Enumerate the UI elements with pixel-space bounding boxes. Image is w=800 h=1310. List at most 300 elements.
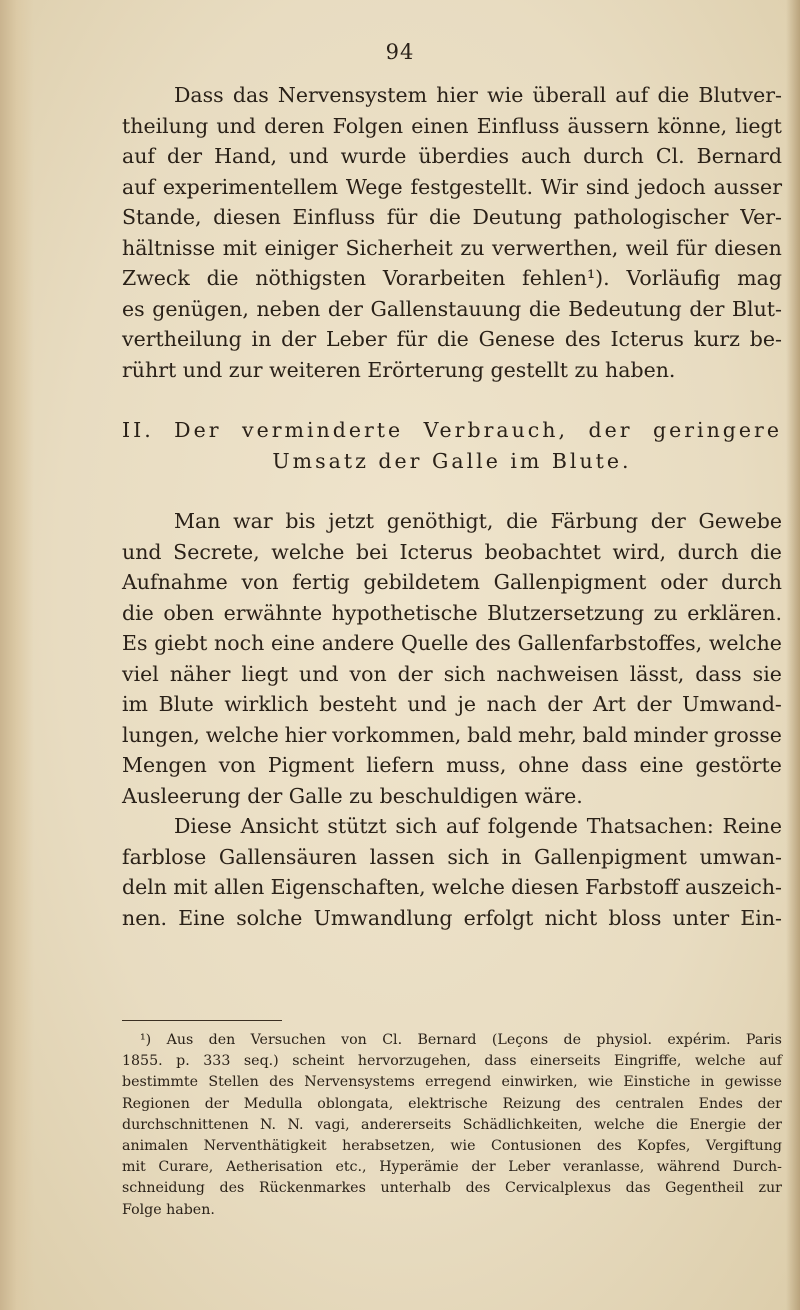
word: Leber xyxy=(325,327,387,351)
word: mit xyxy=(222,235,257,260)
word: allen xyxy=(213,875,265,899)
text-line xyxy=(122,202,782,233)
word: Ein- xyxy=(740,905,782,930)
word: näher xyxy=(169,661,231,686)
word: und xyxy=(122,539,162,564)
word: Vorarbeiten xyxy=(382,266,506,290)
word: fertig xyxy=(292,570,350,594)
word: Stande, xyxy=(122,205,202,229)
word: Mengen xyxy=(122,753,207,777)
word: muss, xyxy=(446,753,507,777)
word: animalen xyxy=(122,1138,189,1155)
word: elektrische xyxy=(408,1095,488,1112)
text-line xyxy=(122,141,782,172)
word: scheint xyxy=(292,1053,345,1070)
word: Einfluss xyxy=(476,113,560,138)
word: ¹) xyxy=(140,1032,152,1048)
footnote-line xyxy=(122,1157,782,1178)
text-line xyxy=(122,903,782,934)
heading-word: Der xyxy=(174,418,222,442)
word: oder xyxy=(660,570,708,594)
text-line xyxy=(122,294,782,325)
word: dass xyxy=(695,661,742,686)
footnote xyxy=(122,1030,782,1221)
word: einerseits xyxy=(530,1053,601,1070)
word: Schädlichkeiten, xyxy=(462,1116,583,1133)
word: grosse xyxy=(713,722,782,747)
word: des xyxy=(465,1180,491,1197)
word: Gewebe xyxy=(698,509,782,533)
word: Bernard xyxy=(696,144,782,168)
word: jetzt xyxy=(328,509,375,533)
heading-word: der xyxy=(588,418,633,442)
word: Bernard xyxy=(417,1032,477,1048)
word: nöthigsten xyxy=(255,266,367,290)
word: im xyxy=(122,692,148,716)
text-line xyxy=(122,506,782,537)
word: centralen xyxy=(615,1095,684,1112)
word: welche xyxy=(694,1053,746,1070)
word: lassen xyxy=(369,844,435,869)
word: Hyperämie xyxy=(379,1159,459,1176)
word: in xyxy=(700,1074,715,1091)
heading-word: II. xyxy=(122,418,154,442)
word: Dass xyxy=(174,83,224,107)
word: Paris xyxy=(745,1032,782,1048)
word: Nervensystem xyxy=(277,83,428,107)
footnote-line xyxy=(122,1136,782,1157)
word: auf xyxy=(445,814,479,838)
word: auf xyxy=(759,1053,782,1070)
text-line xyxy=(122,233,782,264)
text-line xyxy=(122,537,782,568)
word: die xyxy=(657,83,690,107)
word: Cervicalplexus xyxy=(505,1180,611,1197)
word: Farbstoff xyxy=(585,875,679,899)
word: Blut- xyxy=(731,296,782,321)
word: schneidung xyxy=(122,1180,205,1197)
word: für xyxy=(676,235,707,260)
word: Energie xyxy=(689,1116,747,1133)
word: durchschnittenen xyxy=(122,1116,249,1133)
word: Es xyxy=(122,631,148,655)
word: Ansicht xyxy=(240,814,319,838)
word: und xyxy=(289,144,329,168)
page-edge-shadow xyxy=(786,0,800,1310)
word: Aufnahme xyxy=(122,570,228,594)
word: es xyxy=(122,296,145,321)
word: kurz xyxy=(693,327,740,351)
word: vagi, xyxy=(314,1116,350,1133)
word: sie xyxy=(752,661,782,686)
word: auf xyxy=(122,144,156,168)
word: oblongata, xyxy=(317,1095,394,1112)
word: einen xyxy=(411,113,469,138)
word: gewisse xyxy=(724,1074,782,1091)
word: überall xyxy=(532,83,607,107)
footnote-line xyxy=(122,1051,782,1072)
word: äussern xyxy=(567,113,650,138)
word: Regionen xyxy=(122,1095,190,1112)
word: stützt xyxy=(327,814,387,838)
word: ausser xyxy=(713,174,782,199)
word: auf xyxy=(122,174,156,199)
word: pathologischer xyxy=(573,205,729,229)
word: Cl. xyxy=(655,144,685,168)
paragraph xyxy=(122,506,782,811)
footnote-line xyxy=(122,1072,782,1093)
word: erfolgt xyxy=(463,905,534,930)
word: die xyxy=(429,205,461,229)
word: Gegentheil xyxy=(665,1180,744,1197)
word: überdies xyxy=(418,144,509,168)
word: wie xyxy=(487,83,524,107)
word: das xyxy=(232,83,269,107)
word: diesen xyxy=(714,235,782,260)
word: einiger xyxy=(264,235,338,260)
word: des xyxy=(475,631,511,655)
text-line xyxy=(122,80,782,111)
word: veranlasse, xyxy=(563,1159,645,1176)
body-text xyxy=(122,80,782,933)
word: sich xyxy=(447,844,490,869)
word: einwirken, xyxy=(501,1074,578,1091)
word: könne, xyxy=(657,113,728,138)
word: Aetherisation xyxy=(225,1159,323,1176)
word: Icterus xyxy=(399,539,473,564)
text-line xyxy=(122,628,782,659)
text-line: Ausleerung der Galle zu beschuldigen wäre. xyxy=(122,783,583,808)
word: Stellen xyxy=(208,1074,259,1091)
text-line xyxy=(122,720,782,751)
word: unter xyxy=(672,905,730,930)
word: Quelle xyxy=(401,631,469,655)
word: eine xyxy=(639,753,684,777)
text-line xyxy=(122,811,782,842)
word: solche xyxy=(236,905,303,930)
text-line xyxy=(122,263,782,294)
word: deren xyxy=(264,113,325,138)
word: bestimmte xyxy=(122,1074,199,1091)
word: bald xyxy=(582,722,628,747)
word: mehr, xyxy=(517,722,577,747)
word: Gallenstauung xyxy=(370,296,522,321)
footnote-line xyxy=(122,1115,782,1136)
word: seq.) xyxy=(243,1053,279,1070)
text-line xyxy=(122,750,782,781)
word: hier xyxy=(284,722,327,747)
word: Curare, xyxy=(158,1159,214,1176)
word: Thatsachen: xyxy=(586,814,714,838)
word: für xyxy=(396,327,428,351)
word: lungen, xyxy=(122,722,200,747)
word: viel xyxy=(122,661,159,686)
text-line xyxy=(122,598,782,629)
word: Gallensäuren xyxy=(218,844,357,869)
word: während xyxy=(656,1159,721,1176)
word: bloss xyxy=(608,905,662,930)
word: von xyxy=(341,1032,367,1048)
word: die xyxy=(436,327,469,351)
word: mag xyxy=(737,266,782,290)
word: fehlen¹). xyxy=(522,266,610,290)
word: war xyxy=(233,509,273,533)
word: andererseits xyxy=(361,1116,452,1133)
word: welche xyxy=(708,631,782,655)
word: für xyxy=(386,205,418,229)
paragraph xyxy=(122,80,782,385)
word: festgestellt. xyxy=(410,174,534,199)
word: hervorzugehen, xyxy=(357,1053,471,1070)
word: Blutzersetzung xyxy=(487,600,645,625)
word: Eingriffe, xyxy=(614,1053,682,1070)
word: zu xyxy=(653,600,678,625)
word: der xyxy=(397,661,433,686)
word: zur xyxy=(758,1180,782,1197)
word: auch xyxy=(520,144,572,168)
word: welche xyxy=(431,875,505,899)
word: das xyxy=(625,1180,651,1197)
word: und xyxy=(407,692,447,716)
word: experimentellem xyxy=(162,174,339,199)
word: liegt xyxy=(735,113,782,138)
word: diesen xyxy=(213,205,281,229)
word: Art xyxy=(593,692,626,716)
word: welche xyxy=(205,722,279,747)
word: lässt, xyxy=(629,661,685,686)
word: der xyxy=(471,1159,496,1176)
word: Deutung xyxy=(472,205,563,229)
word: Nerventhätigkeit xyxy=(203,1138,327,1155)
word: und xyxy=(299,661,339,686)
word: genügen, xyxy=(152,296,249,321)
heading-line-1 xyxy=(122,415,782,446)
word: Zweck xyxy=(122,266,190,290)
word: Bedeutung xyxy=(568,296,682,321)
word: der xyxy=(650,509,686,533)
text-line xyxy=(122,172,782,203)
heading-word: Verbrauch, xyxy=(423,418,568,442)
word: bei xyxy=(356,539,388,564)
word: nachweisen xyxy=(496,661,619,686)
word: jedoch xyxy=(637,174,706,199)
word: besteht xyxy=(319,692,397,716)
word: dass xyxy=(581,753,628,777)
word: gebildetem xyxy=(363,570,480,594)
word: der xyxy=(167,144,203,168)
word: Nervensystems xyxy=(304,1074,415,1091)
word: und xyxy=(216,113,256,138)
word: Umwand- xyxy=(682,692,782,716)
word: Eine xyxy=(178,905,226,930)
word: durch xyxy=(583,144,644,168)
word: Durch- xyxy=(732,1159,782,1176)
word: des xyxy=(564,327,601,351)
footnote-line xyxy=(122,1030,782,1051)
word: N. xyxy=(260,1116,277,1133)
word: Endes xyxy=(698,1095,743,1112)
section-heading xyxy=(122,415,782,476)
word: Pigment xyxy=(267,753,355,777)
text-line xyxy=(122,567,782,598)
word: unterhalb xyxy=(380,1180,451,1197)
word: der xyxy=(636,692,672,716)
word: weil xyxy=(625,235,669,260)
word: theilung xyxy=(122,113,209,138)
word: deln xyxy=(122,875,168,899)
word: be- xyxy=(749,327,782,351)
word: Einstiche xyxy=(623,1074,691,1091)
word: hältnisse xyxy=(122,235,216,260)
word: Hand, xyxy=(214,144,278,168)
word: der xyxy=(689,296,725,321)
word: sich xyxy=(395,814,438,838)
word: Gallenpigment xyxy=(534,844,687,869)
word: Vergiftung xyxy=(705,1138,782,1155)
word: die xyxy=(206,266,239,290)
text-line xyxy=(122,659,782,690)
heading-word: verminderte xyxy=(242,418,404,442)
text-line xyxy=(122,842,782,873)
word: umwan- xyxy=(699,844,782,869)
word: Man xyxy=(174,509,221,533)
word: bald xyxy=(467,722,513,747)
text-line xyxy=(122,324,782,355)
word: auf xyxy=(615,83,649,107)
word: die xyxy=(655,1116,678,1133)
word: noch xyxy=(214,631,265,655)
text-line: rührt und zur weiteren Erörterung gestellt zu haben. xyxy=(122,357,676,382)
word: Umwandlung xyxy=(313,905,453,930)
word: welche xyxy=(593,1116,645,1133)
word: die xyxy=(506,509,538,533)
word: dass xyxy=(484,1053,517,1070)
footnote-rule xyxy=(122,1020,282,1021)
word: wie xyxy=(588,1074,614,1091)
word: Blute xyxy=(158,692,214,716)
word: Secrete, xyxy=(173,539,260,564)
word: N. xyxy=(287,1116,304,1133)
word: Vorläufig xyxy=(626,266,721,290)
word: je xyxy=(457,692,476,716)
word: mit xyxy=(122,1159,146,1176)
word: der xyxy=(204,1095,229,1112)
word: ohne xyxy=(518,753,570,777)
word: des xyxy=(269,1074,294,1091)
word: auszeich- xyxy=(684,875,782,899)
word: diesen xyxy=(511,875,579,899)
word: Wir xyxy=(540,174,578,199)
word: neben xyxy=(256,296,321,321)
word: des xyxy=(575,1095,601,1112)
heading-word: geringere xyxy=(652,418,782,442)
word: 333 xyxy=(203,1053,231,1070)
text-line xyxy=(122,689,782,720)
word: Ver- xyxy=(740,205,782,229)
word: von xyxy=(218,753,256,777)
word: erwähnte xyxy=(223,600,323,625)
text-line xyxy=(122,872,782,903)
word: der xyxy=(547,692,583,716)
word: Icterus xyxy=(610,327,684,351)
word: wurde xyxy=(340,144,407,168)
word: der xyxy=(757,1095,782,1112)
word: liefern xyxy=(366,753,435,777)
word: zu xyxy=(460,235,485,260)
word: beobachtet xyxy=(484,539,601,564)
footnote-line xyxy=(122,1094,782,1115)
word: mit xyxy=(173,875,208,899)
word: Genese xyxy=(478,327,556,351)
word: Sicherheit xyxy=(345,235,453,260)
word: in xyxy=(251,327,272,351)
word: wie xyxy=(450,1138,476,1155)
paragraph xyxy=(122,811,782,933)
word: erklären. xyxy=(687,600,782,625)
word: expérim. xyxy=(667,1032,731,1048)
word: Folgen xyxy=(332,113,404,138)
word: hier xyxy=(436,83,478,107)
footnote-line: Folge haben. xyxy=(122,1201,215,1218)
word: gestörte xyxy=(695,753,782,777)
word: andere xyxy=(321,631,395,655)
text-line xyxy=(122,111,782,142)
word: Eigenschaften, xyxy=(270,875,426,899)
page-binding-shadow xyxy=(0,0,34,1310)
word: sind xyxy=(585,174,630,199)
word: folgende xyxy=(487,814,578,838)
word: erregend xyxy=(425,1074,492,1091)
word: Aus xyxy=(166,1032,194,1048)
word: durch xyxy=(721,570,782,594)
word: de xyxy=(563,1032,581,1048)
word: die xyxy=(750,539,782,564)
word: Kopfes, xyxy=(637,1138,691,1155)
word: des xyxy=(596,1138,622,1155)
word: von xyxy=(349,661,387,686)
word: in xyxy=(501,844,522,869)
word: farblose xyxy=(122,844,207,869)
word: Reizung xyxy=(502,1095,562,1112)
word: der xyxy=(327,296,363,321)
word: (Leçons xyxy=(491,1032,549,1048)
word: durch xyxy=(677,539,739,564)
word: p. xyxy=(176,1053,190,1070)
word: Färbung xyxy=(550,509,639,533)
word: Versuchen xyxy=(250,1032,326,1048)
word: Gallenfarbstoffes, xyxy=(517,631,703,655)
word: wird, xyxy=(612,539,666,564)
word: genöthigt, xyxy=(386,509,494,533)
page-number: 94 xyxy=(385,40,415,64)
footnote-line xyxy=(122,1178,782,1199)
word: der xyxy=(757,1116,782,1133)
word: Rückenmarkes xyxy=(258,1180,366,1197)
word: hypothetische xyxy=(331,600,478,625)
word: oben xyxy=(163,600,215,625)
word: minder xyxy=(633,722,708,747)
word: wirklich xyxy=(224,692,309,716)
word: Contusionen xyxy=(490,1138,582,1155)
word: verwerthen, xyxy=(491,235,619,260)
word: Diese xyxy=(174,814,232,838)
word: welche xyxy=(271,539,345,564)
word: etc., xyxy=(335,1159,367,1176)
word: die xyxy=(122,600,154,625)
word: nen. xyxy=(122,905,168,930)
word: Gallenpigment xyxy=(493,570,647,594)
heading-line-2: Umsatz der Galle im Blute. xyxy=(272,448,632,473)
